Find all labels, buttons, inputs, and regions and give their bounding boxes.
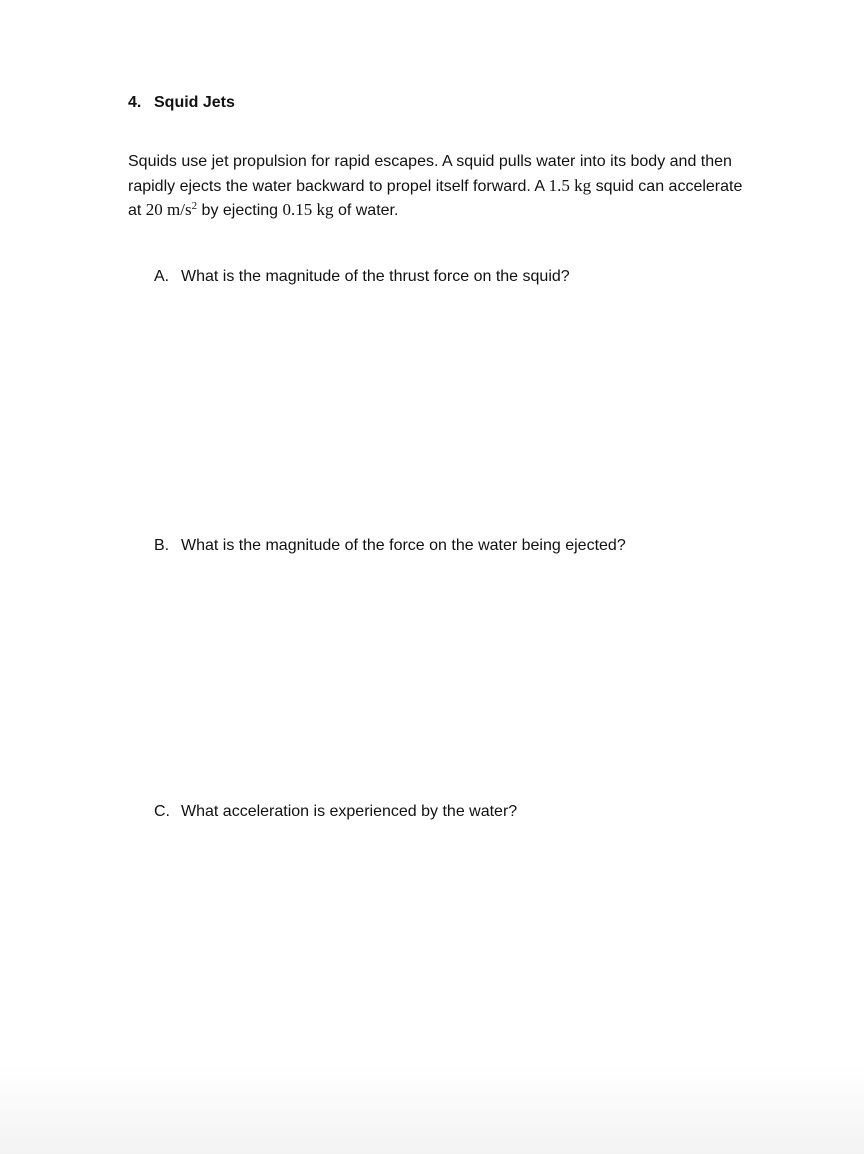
question-b — [154, 537, 626, 555]
acceleration-exponent: 2 — [191, 200, 198, 212]
water-mass-value: 0.15 kg — [282, 200, 334, 219]
question-text: What is the magnitude of the thrust force on the squid? — [181, 268, 570, 285]
problem-number: 4. — [128, 94, 142, 111]
question-letter: C. — [154, 803, 170, 820]
statement-text: rapidly ejects the water backward to propel itself forward. A — [128, 177, 549, 195]
problem-title: Squid Jets — [154, 94, 235, 111]
statement-text: at — [128, 202, 146, 219]
statement-text: of water. — [333, 202, 399, 219]
acceleration-value — [146, 200, 197, 219]
question-c — [154, 803, 517, 821]
statement-text: by ejecting — [197, 202, 283, 219]
page-bottom-shadow — [0, 1064, 864, 1154]
statement-line: Squids use jet propulsion for rapid escapes. A squid pulls water into its body and then — [128, 153, 732, 170]
statement-text: squid can accelerate — [591, 177, 743, 195]
question-letter: A. — [154, 268, 170, 285]
question-letter: B. — [154, 537, 170, 554]
problem-statement — [128, 150, 778, 223]
statement-line — [128, 198, 778, 223]
acceleration-base: 20 m/s — [145, 200, 192, 219]
question-text: What is the magnitude of the force on the water being ejected? — [181, 537, 626, 554]
question-text: What acceleration is experienced by the water? — [181, 803, 518, 820]
squid-mass-value: 1.5 kg — [548, 175, 592, 195]
problem-heading — [128, 94, 235, 112]
statement-line — [128, 174, 778, 199]
question-a — [154, 268, 570, 286]
